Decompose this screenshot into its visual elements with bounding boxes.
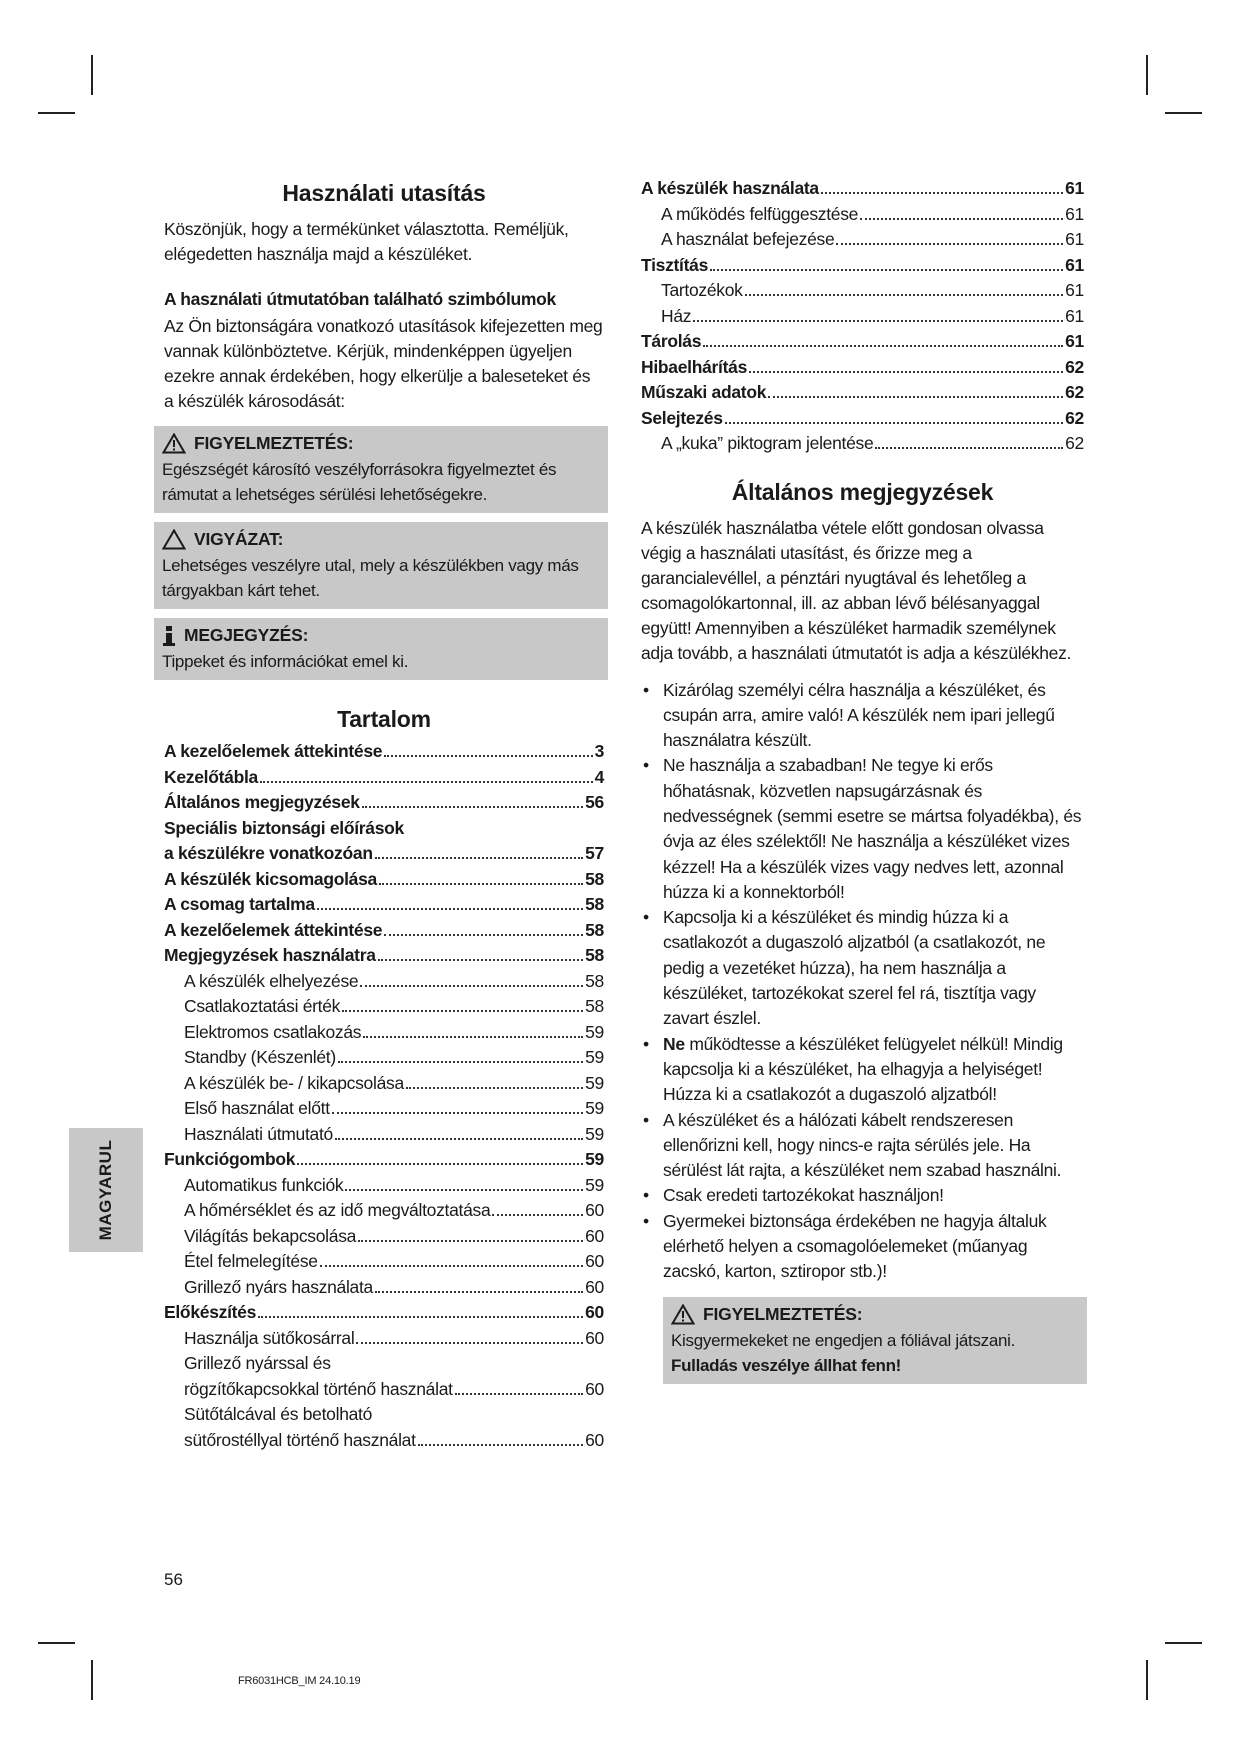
- warning-text: Kisgyermekeket ne engedjen a fóliával játszani.: [671, 1330, 1016, 1350]
- table-of-contents: [164, 739, 604, 1453]
- list-item: • Kizárólag személyi célra használja a készüléket, és csupán arra, amire való! A készülék nem ipari jellegű használatra készült.: [641, 678, 1084, 754]
- note-title: MEGJEGYZÉS:: [184, 625, 309, 645]
- toc-entry-label: Hibaelhárítás: [641, 356, 748, 377]
- caution-box: [154, 522, 608, 609]
- toc-entry: [641, 355, 1084, 381]
- safety-list: [641, 678, 1084, 1285]
- toc-entry: [164, 1275, 604, 1301]
- toc-leader-dots: [875, 447, 1063, 449]
- toc-entry-page: 58: [585, 868, 604, 889]
- toc-leader-dots: [317, 908, 583, 910]
- toc-entry: [164, 1428, 604, 1454]
- toc-entry-label: A készülék kicsomagolása: [164, 868, 377, 889]
- list-item: • Csak eredeti tartozékokat használjon!: [641, 1183, 1084, 1208]
- caution-text: Lehetséges veszélyre utal, mely a készülékben vagy más tárgyakban kárt tehet.: [162, 556, 579, 600]
- toc-entry-label: sütőrostéllyal történő használat: [184, 1429, 416, 1450]
- page-number: 56: [164, 1570, 183, 1589]
- list-item: • A készüléket és a hálózati kábelt rendszeresen ellenőrizni kell, hogy nincs-e rajta sérülés jele. Ha sérülést lát rajta, a készüléket nem szabad használni.: [641, 1108, 1084, 1184]
- toc-leader-dots: [260, 781, 593, 783]
- toc-entry: [164, 1249, 604, 1275]
- toc-entry-page: 61: [1065, 203, 1084, 224]
- toc-leader-dots: [836, 243, 1063, 245]
- toc-entry-label: Világítás bekapcsolása: [184, 1225, 357, 1246]
- crop-mark: [91, 55, 93, 95]
- toc-entry: [164, 1377, 604, 1403]
- toc-entry-label: Első használat előtt: [184, 1098, 330, 1118]
- crop-mark: [1146, 55, 1148, 95]
- toc-leader-dots: [745, 294, 1064, 296]
- toc-entry-label: a készülékre vonatkozóan: [164, 843, 373, 863]
- toc-entry-page: 60: [585, 1429, 604, 1450]
- warning-triangle-icon: [671, 1304, 695, 1325]
- toc-entry: [641, 406, 1084, 432]
- toc-leader-dots: [418, 1444, 583, 1446]
- toc-entry-label: A készülék használata: [641, 178, 819, 198]
- toc-leader-dots: [338, 1061, 583, 1063]
- crop-mark: [38, 1642, 75, 1644]
- toc-entry: [164, 1096, 604, 1122]
- toc-leader-dots: [710, 269, 1063, 271]
- toc-entry: [641, 304, 1084, 330]
- toc-leader-dots: [356, 1342, 583, 1344]
- toc-entry-page: 3: [594, 741, 604, 761]
- toc-leader-dots: [258, 1316, 583, 1318]
- toc-leader-dots: [406, 1087, 583, 1089]
- symbols-text: Az Ön biztonságára vonatkozó utasítások kifejezetten meg vannak különböztetve. Kérjük, mindenképpen ügyeljen ezekre annak érdekében, hogy elkerülje a baleseteket és a készülék károsodását:: [164, 316, 603, 411]
- toc-leader-dots: [363, 1036, 583, 1038]
- toc-entry-label: Használati útmutató: [184, 1123, 333, 1144]
- toc-entry-page: 60: [585, 1302, 604, 1322]
- toc-entry-page: 56: [585, 792, 604, 812]
- language-tab-label: MAGYARUL: [96, 1139, 115, 1241]
- toc-entry: [164, 790, 604, 816]
- toc-leader-dots: [335, 1138, 583, 1140]
- toc-entry-label: Kezelőtábla: [164, 766, 258, 787]
- warning-text-bold: Fulladás veszélye állhat fenn!: [671, 1355, 902, 1375]
- toc-entry: [164, 1147, 604, 1173]
- toc-entry-page: 61: [1065, 178, 1084, 198]
- toc-leader-dots: [375, 857, 583, 859]
- toc-entry: [641, 227, 1084, 253]
- toc-entry-page: 60: [585, 1327, 604, 1348]
- toc-leader-dots: [384, 755, 592, 757]
- general-notes-title: Általános megjegyzések: [731, 478, 994, 505]
- toc-entry-page: 60: [585, 1378, 604, 1399]
- note-text: Tippeket és információkat emel ki.: [162, 652, 409, 671]
- toc-entry-page: 59: [585, 1174, 604, 1195]
- left-column: [164, 180, 604, 1453]
- toc-entry-label: A kezelőelemek áttekintése: [164, 741, 383, 761]
- toc-entry: [164, 918, 604, 944]
- toc-entry: [164, 1045, 604, 1071]
- toc-entry-page: 58: [585, 894, 604, 914]
- toc-entry: [164, 867, 604, 893]
- toc-entry-page: 59: [585, 1021, 604, 1042]
- toc-entry: [641, 329, 1084, 355]
- general-notes-text: A készülék használatba vétele előtt gondosan olvassa végig a használati utasítást, és őrizze meg a garancialevéllel, a pénztári nyugtával és lehetőleg a csomagolókartonnal, ill. az abban lévő bélésanyaggal együtt! Amennyiben a készüléket harmadik személynek adja tovább, a használati útmutatót is adja a készülékhez.: [641, 517, 1072, 663]
- toc-entry-page: 60: [585, 1225, 604, 1246]
- toc-entry: [164, 1224, 604, 1250]
- warning-box: [154, 426, 608, 513]
- list-item: • Ne használja a szabadban! Ne tegye ki erős hőhatásnak, közvetlen napsugárzásnak és nedvességnek (semmi esetre se mártsa folyadékba), és óvja az éles szélektől! Ne használja a készüléket vizes kézzel! Ha a készülék vizes vagy nedves lett, azonnal húzza ki a konnektorból!: [641, 753, 1084, 905]
- toc-entry-page: 61: [1065, 280, 1084, 300]
- toc-entry-label: Automatikus funkciók: [184, 1174, 344, 1195]
- table-of-contents-continued: [641, 176, 1084, 457]
- toc-entry-page: 61: [1065, 229, 1084, 249]
- warning-triangle-icon: [162, 433, 186, 454]
- toc-entry-page: 61: [1065, 331, 1084, 351]
- toc-entry-page: 59: [585, 1047, 604, 1067]
- toc-entry-label: Tárolás: [641, 331, 702, 351]
- toc-entry-label: A „kuka” piktogram jelentése: [661, 433, 874, 453]
- toc-entry: [641, 431, 1084, 457]
- toc-entry: [164, 1122, 604, 1148]
- crop-mark: [91, 1660, 93, 1700]
- list-item-text: működtesse a készüléket felügyelet nélkül! Mindig kapcsolja ki a készüléket, ha elhagyja a helyiséget! Húzza ki a csatlakozót a dugaszoló aljzatból!: [663, 1033, 1063, 1105]
- toc-entry-page: 61: [1065, 254, 1084, 275]
- toc-entry-label: Grillező nyárssal és: [184, 1353, 331, 1373]
- toc-entry-label: A használat befejezése: [661, 229, 835, 249]
- toc-entry-page: 59: [585, 1072, 604, 1093]
- toc-entry-page: 62: [1065, 356, 1084, 377]
- list-item: [641, 1032, 1084, 1108]
- toc-entry-label: Tisztítás: [641, 254, 709, 275]
- toc-entry-page: 4: [594, 766, 604, 787]
- toc-entry: [164, 1173, 604, 1199]
- toc-entry-page: 58: [585, 996, 604, 1016]
- toc-entry: [164, 969, 604, 995]
- toc-entry-label: Grillező nyárs használata: [184, 1276, 373, 1297]
- toc-entry-page: 60: [585, 1276, 604, 1297]
- toc-entry: [164, 765, 604, 791]
- toc-leader-dots: [358, 1240, 583, 1242]
- toc-entry: [164, 1198, 604, 1224]
- toc-leader-dots: [492, 1214, 583, 1216]
- info-icon: [162, 626, 176, 646]
- footer-code: FR6031HCB_IM 24.10.19: [238, 1675, 361, 1687]
- toc-entry: [164, 1071, 604, 1097]
- toc-entry-page: 59: [585, 1098, 604, 1118]
- crop-mark: [38, 112, 75, 114]
- toc-entry-label: Étel felmelegítése: [184, 1251, 318, 1271]
- toc-entry: [641, 253, 1084, 279]
- intro-text: Köszönjük, hogy a termékünket választotta. Reméljük, elégedetten használja majd a készüléket.: [164, 219, 569, 264]
- caution-triangle-icon: [162, 529, 186, 550]
- toc-entry: [641, 380, 1084, 406]
- toc-leader-dots: [378, 959, 583, 961]
- toc-entry: [164, 892, 604, 918]
- toc-entry-page: 62: [1065, 433, 1084, 453]
- toc-entry-label: Általános megjegyzések: [164, 792, 360, 812]
- toc-entry-label: A működés felfüggesztése: [661, 203, 859, 224]
- toc-leader-dots: [360, 985, 583, 987]
- toc-entry-page: 60: [585, 1251, 604, 1271]
- warning-box-foil: [663, 1297, 1087, 1384]
- toc-leader-dots: [455, 1393, 583, 1395]
- toc-entry: [164, 841, 604, 867]
- toc-entry-page: 58: [585, 945, 604, 965]
- toc-entry-page: 58: [585, 970, 604, 991]
- crop-mark: [1165, 112, 1202, 114]
- toc-leader-dots: [379, 883, 583, 885]
- toc-entry-label: rögzítőkapcsokkal történő használat: [184, 1378, 453, 1399]
- right-column: [641, 180, 1084, 1393]
- toc-entry: [164, 1326, 604, 1352]
- toc-entry: [164, 1300, 604, 1326]
- toc-entry-label: Elektromos csatlakozás: [184, 1021, 362, 1042]
- page-title: Használati utasítás: [282, 180, 486, 206]
- toc-entry-page: 57: [585, 843, 604, 863]
- toc-entry-label: Funkciógombok: [164, 1149, 296, 1169]
- toc-leader-dots: [821, 192, 1063, 194]
- crop-mark: [1165, 1642, 1202, 1644]
- toc-leader-dots: [725, 422, 1063, 424]
- note-box: [154, 618, 608, 680]
- toc-entry: [164, 994, 604, 1020]
- toc-entry: [641, 176, 1084, 202]
- caution-title: VIGYÁZAT:: [194, 529, 284, 549]
- toc-entry: [164, 739, 604, 765]
- toc-leader-dots: [332, 1112, 583, 1114]
- toc-entry-label: Előkészítés: [164, 1302, 257, 1322]
- toc-entry-label: Csatlakoztatási érték: [184, 996, 341, 1016]
- list-item: • Kapcsolja ki a készüléket és mindig húzza ki a csatlakozót a dugaszoló aljzatból (a csatlakozót, ne pedig a vezetéket húzza), ha nem használja a készüléket, tartozékokat szerel fel rá, tisztítja vagy zavart észlel.: [641, 905, 1084, 1031]
- crop-mark: [1146, 1660, 1148, 1700]
- warning-text: Egészségét károsító veszélyforrásokra figyelmeztet és rámutat a lehetséges sérülési lehetőségekre.: [162, 460, 557, 504]
- toc-entry-label: Tartozékok: [661, 280, 743, 300]
- toc-entry-page: 62: [1065, 382, 1084, 402]
- toc-leader-dots: [375, 1291, 583, 1293]
- toc-entry-page: 58: [585, 919, 604, 940]
- toc-leader-dots: [345, 1189, 583, 1191]
- list-item: • Gyermekei biztonsága érdekében ne hagyja általuk elérhető helyen a csomagolóelemeket (műanyag zacskó, karton, sztiropor stb.)!: [641, 1209, 1084, 1285]
- toc-entry: [164, 1020, 604, 1046]
- warning-title: FIGYELMEZTETÉS:: [703, 1303, 863, 1324]
- toc-leader-dots: [860, 218, 1063, 220]
- toc-entry-page: 61: [1065, 305, 1084, 326]
- toc-entry-label: A hőmérséklet és az idő megváltoztatása: [184, 1200, 491, 1220]
- symbols-heading: A használati útmutatóban található szimbólumok: [164, 289, 556, 309]
- toc-leader-dots: [342, 1010, 583, 1012]
- toc-leader-dots: [320, 1265, 583, 1267]
- toc-entry-page: 60: [585, 1200, 604, 1220]
- toc-entry-label: Műszaki adatok: [641, 382, 767, 402]
- toc-leader-dots: [297, 1163, 583, 1165]
- toc-leader-dots: [362, 806, 583, 808]
- toc-entry-label: Megjegyzések használatra: [164, 945, 376, 965]
- toc-leader-dots: [703, 345, 1063, 347]
- toc-leader-dots: [384, 934, 583, 936]
- toc-entry-label: A készülék elhelyezése: [184, 970, 359, 991]
- warning-title: FIGYELMEZTETÉS:: [194, 433, 354, 453]
- toc-leader-dots: [693, 320, 1063, 322]
- toc-entry-label: Ház: [661, 305, 692, 326]
- toc-leader-dots: [768, 396, 1063, 398]
- toc-entry-label: Speciális biztonsági előírások: [164, 817, 404, 838]
- toc-title: Tartalom: [337, 706, 431, 732]
- toc-entry-label: Használja sütőkosárral: [184, 1327, 355, 1348]
- toc-entry: [164, 943, 604, 969]
- toc-entry-page: 62: [1065, 407, 1084, 428]
- toc-entry-label: Standby (Készenlét): [184, 1047, 336, 1067]
- toc-entry-label: Sütőtálcával és betolható: [184, 1404, 373, 1424]
- toc-entry: [641, 202, 1084, 228]
- language-tab: [69, 1128, 143, 1252]
- toc-entry-label: A csomag tartalma: [164, 894, 315, 914]
- toc-entry: [641, 278, 1084, 304]
- toc-entry-page: 59: [585, 1123, 604, 1144]
- emphasis: Ne: [663, 1033, 685, 1054]
- toc-entry-label: Selejtezés: [641, 407, 723, 428]
- toc-entry-label: A készülék be- / kikapcsolása: [184, 1072, 404, 1093]
- toc-entry-label: A kezelőelemek áttekintése: [164, 919, 383, 940]
- toc-entry-page: 59: [585, 1149, 604, 1169]
- toc-leader-dots: [749, 371, 1063, 373]
